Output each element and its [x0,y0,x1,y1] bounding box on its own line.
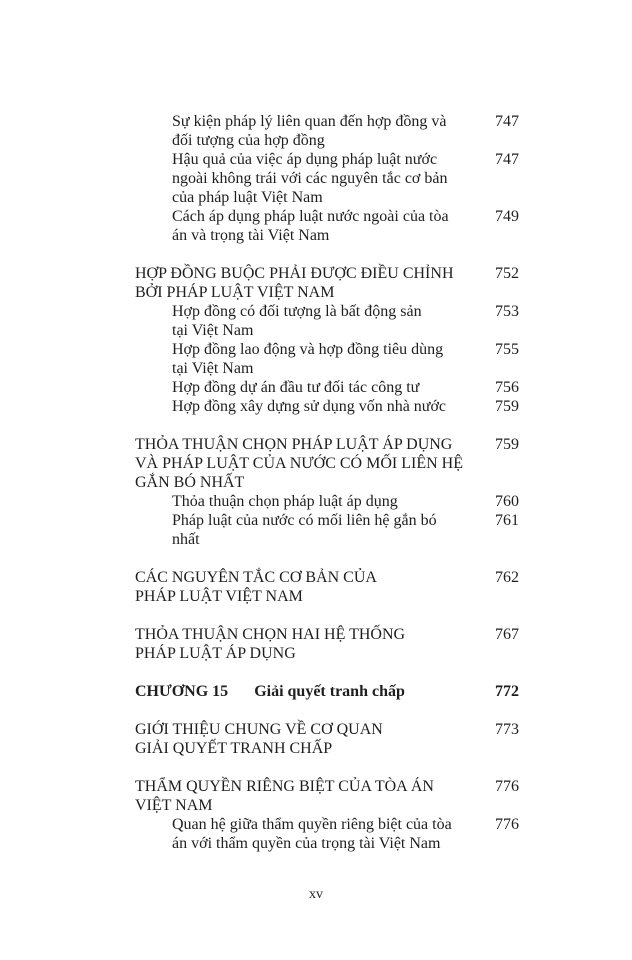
entry-title-line: của pháp luật Việt Nam [172,189,323,206]
toc-entry-sub[interactable] [135,378,519,397]
entry-title-line: VIỆT NAM [135,797,213,814]
entry-title-line: Hậu quả của việc áp dụng pháp luật nước [172,151,438,168]
entry-title-line: Hợp đồng xây dựng sử dụng vốn nhà nước [172,398,447,415]
entry-title-line: ngoài không trái với các nguyên tắc cơ bản [172,170,448,187]
toc-entry-sub[interactable] [135,340,519,378]
toc-entry-chapter[interactable] [135,682,519,701]
entry-title-line: Thỏa thuận chọn pháp luật áp dụng [172,493,398,510]
entry-title-line: THỎA THUẬN CHỌN HAI HỆ THỐNG [135,626,406,643]
table-of-contents [135,112,519,853]
entry-title-line: GIẢI QUYẾT TRANH CHẤP [135,740,333,757]
toc-entry-sub[interactable] [135,150,519,207]
toc-entry-section[interactable] [135,568,519,606]
entry-page-number: 762 [495,569,519,586]
toc-group [135,777,519,853]
entry-page-number: 767 [495,626,519,643]
entry-title-line: tại Việt Nam [172,360,254,377]
entry-title-line: Sự kiện pháp lý liên quan đến hợp đồng và [172,113,447,130]
entry-title-line: Hợp đồng lao động và hợp đồng tiêu dùng [172,341,444,358]
entry-title-line: án và trọng tài Việt Nam [172,227,330,244]
entry-page-number: 761 [495,512,519,529]
toc-entry-section[interactable] [135,625,519,663]
entry-title-line: Quan hệ giữa thẩm quyền riêng biệt của tòa [172,816,452,833]
entry-page-number: 755 [495,341,519,358]
entry-title-line: PHÁP LUẬT VIỆT NAM [135,588,303,605]
toc-entry-sub[interactable] [135,511,519,549]
entry-title-line: BỞI PHÁP LUẬT VIỆT NAM [135,284,335,301]
entry-page-number: 756 [495,379,519,396]
entry-title-line: án với thẩm quyền của trọng tài Việt Nam [172,835,441,852]
toc-group [135,625,519,663]
toc-entry-section[interactable] [135,264,519,302]
entry-page-number: 747 [495,113,519,130]
entry-title-line: THỎA THUẬN CHỌN PHÁP LUẬT ÁP DỤNG [135,436,453,453]
toc-entry-section[interactable] [135,777,519,815]
entry-page-number: 776 [495,778,519,795]
entry-title-line: tại Việt Nam [172,322,254,339]
toc-entry-section[interactable] [135,720,519,758]
entry-page-number: 759 [495,436,519,453]
entry-title-line: VÀ PHÁP LUẬT CỦA NƯỚC CÓ MỐI LIÊN HỆ [135,455,463,472]
entry-page-number: 749 [495,208,519,225]
toc-entry-sub[interactable] [135,112,519,150]
chapter-label: CHƯƠNG 15 [135,683,229,700]
entry-title-line: HỢP ĐỒNG BUỘC PHẢI ĐƯỢC ĐIỀU CHỈNH [135,265,454,282]
page-number-folio: xv [309,887,323,902]
toc-group [135,112,519,245]
toc-entry-sub[interactable] [135,397,519,416]
toc-entry-sub[interactable] [135,815,519,853]
entry-title-line: PHÁP LUẬT ÁP DỤNG [135,645,296,662]
entry-title-line: đối tượng của hợp đồng [172,132,325,149]
chapter-title: Giải quyết tranh chấp [254,683,405,700]
entry-title-line: nhất [172,531,200,548]
entry-title-line: THẨM QUYỀN RIÊNG BIỆT CỦA TÒA ÁN [135,778,434,795]
entry-title-line: GIỚI THIỆU CHUNG VỀ CƠ QUAN [135,721,383,738]
entry-title-line: CÁC NGUYÊN TẮC CƠ BẢN CỦA [135,569,377,586]
entry-page-number: 772 [495,683,519,700]
entry-title-line: Hợp đồng có đối tượng là bất động sản [172,303,422,320]
chapter-heading [135,682,519,701]
entry-title-line: Cách áp dụng pháp luật nước ngoài của tòa [172,208,449,225]
toc-group [135,682,519,701]
toc-entry-sub[interactable] [135,492,519,511]
toc-entry-section[interactable] [135,435,519,492]
toc-group [135,720,519,758]
toc-group [135,568,519,606]
entry-page-number: 776 [495,816,519,833]
entry-page-number: 752 [495,265,519,282]
entry-title-line: Pháp luật của nước có mối liên hệ gắn bó [172,512,437,529]
toc-group [135,264,519,416]
toc-entry-sub[interactable] [135,302,519,340]
toc-entry-sub[interactable] [135,207,519,245]
entry-page-number: 753 [495,303,519,320]
entry-page-number: 759 [495,398,519,415]
entry-page-number: 773 [495,721,519,738]
entry-title-line: GẮN BÓ NHẤT [135,474,245,491]
entry-page-number: 747 [495,151,519,168]
toc-group [135,435,519,549]
entry-page-number: 760 [495,493,519,510]
entry-title-line: Hợp đồng dự án đầu tư đối tác công tư [172,379,420,396]
